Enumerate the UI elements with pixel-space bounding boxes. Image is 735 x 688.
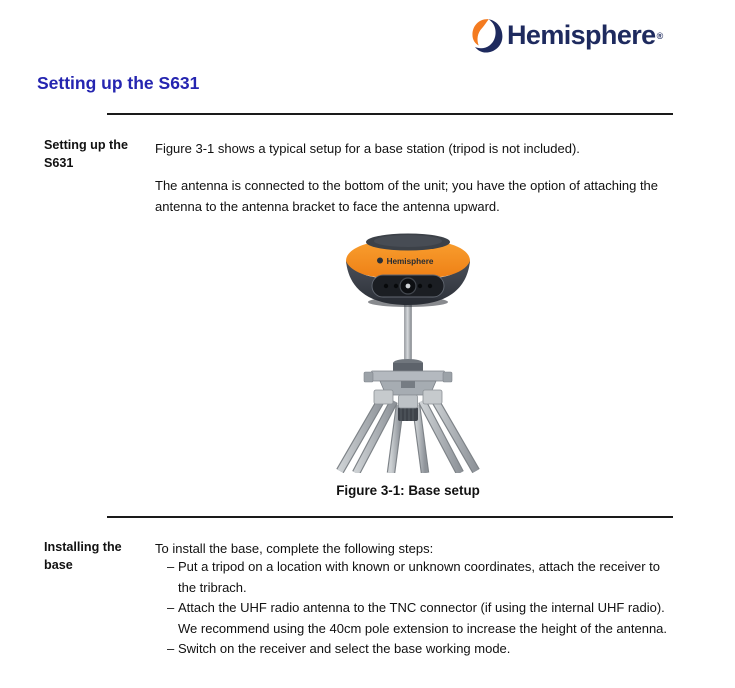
- list-item-marker: –: [167, 600, 175, 615]
- list-item: [167, 598, 667, 639]
- paragraph-install-intro: To install the base, complete the following steps:: [155, 541, 434, 556]
- hemisphere-logo-text: Hemisphere: [507, 20, 656, 50]
- section-divider-top: [107, 113, 673, 115]
- pole-illustration: [405, 303, 412, 365]
- base-setup-illustration: [288, 229, 528, 473]
- hemisphere-swirl-icon: [468, 17, 505, 54]
- sidebar-label-setting-up: Setting up the S631: [44, 138, 128, 170]
- list-item: [167, 639, 667, 660]
- list-item-marker: –: [167, 641, 175, 656]
- list-item-marker: –: [167, 559, 175, 574]
- hemisphere-logo: [468, 17, 663, 54]
- list-item-text: Put a tripod on a location with known or unknown coordinates, attach the receiver to the tribrach.: [178, 559, 661, 595]
- list-item-text: Attach the UHF radio antenna to the TNC connector (if using the internal UHF radio). We recommend using the 40cm pole extension to increase the height of the antenna.: [178, 600, 668, 636]
- figure-caption: Figure 3-1: Base setup: [336, 483, 480, 498]
- figure-base-setup: [288, 229, 528, 473]
- paragraph-antenna-note: The antenna is connected to the bottom of the unit; you have the option of attaching the antenna to the antenna bracket to face the antenna upward.: [155, 178, 659, 214]
- registered-mark: ®: [656, 30, 664, 41]
- paragraph-figure-intro: Figure 3-1 shows a typical setup for a base station (tripod is not included).: [155, 141, 580, 156]
- list-item: [167, 557, 667, 598]
- gnss-receiver-illustration: [346, 234, 470, 308]
- device-brand-label: Hemisphere: [386, 257, 434, 266]
- page-title: Setting up the S631: [37, 73, 200, 93]
- sidebar-label-installing-base: Installing the base: [44, 540, 122, 572]
- section-divider-middle: [107, 516, 673, 518]
- tripod-illustration: [340, 359, 476, 473]
- install-steps-list: [167, 557, 667, 660]
- list-item-text: Switch on the receiver and select the base working mode.: [178, 641, 511, 656]
